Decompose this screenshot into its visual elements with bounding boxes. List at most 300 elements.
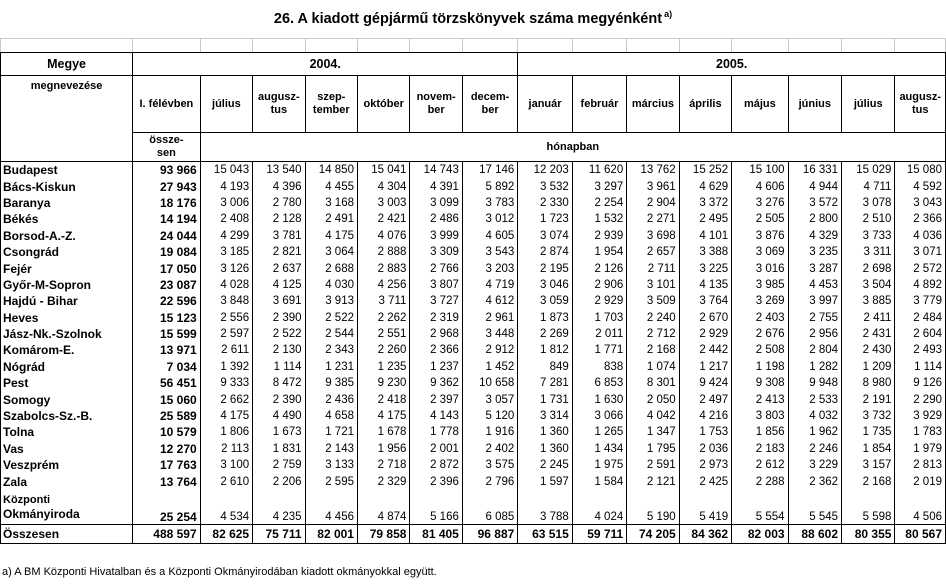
row-name: Budapest [1, 162, 133, 179]
table-row [1, 441, 946, 457]
table-cell: 4 711 [842, 178, 895, 194]
table-cell: 4 329 [788, 228, 841, 244]
row-total: 15 123 [133, 310, 201, 326]
table-cell: 15 080 [895, 162, 946, 179]
header-first-half [133, 76, 201, 133]
table-cell: 75 711 [253, 524, 305, 543]
row-name: Zala [1, 473, 133, 489]
table-cell: 2 168 [842, 473, 895, 489]
table-cell: 9 333 [200, 375, 252, 391]
table-cell: 2 657 [627, 244, 679, 260]
table-cell: 2 929 [679, 326, 731, 342]
table-cell: 4 490 [253, 408, 305, 424]
table-cell: 2 591 [627, 457, 679, 473]
table-cell: 5 120 [462, 408, 517, 424]
header-month-text: július [853, 97, 883, 110]
table-cell: 4 299 [200, 228, 252, 244]
table-cell: 1 735 [842, 424, 895, 440]
table-cell: 838 [572, 359, 626, 375]
table-cell: 1 956 [357, 441, 409, 457]
header-osszesen-text: össze- sen [149, 134, 184, 159]
table-cell: 2 262 [357, 310, 409, 326]
header-month [627, 76, 679, 133]
table-cell: 4 534 [200, 490, 252, 525]
table-cell: 2 491 [305, 211, 357, 227]
table-cell: 2 968 [410, 326, 462, 342]
table-cell: 3 309 [410, 244, 462, 260]
table-cell: 3 269 [732, 293, 788, 309]
table-cell: 2 390 [253, 391, 305, 407]
table-cell: 3 100 [200, 457, 252, 473]
table-cell: 5 166 [410, 490, 462, 525]
table-cell: 2 329 [357, 473, 409, 489]
table-row [1, 490, 946, 525]
row-total: 22 596 [133, 293, 201, 309]
header-month-text: május [743, 97, 776, 110]
table-cell: 1 916 [462, 424, 517, 440]
row-total: 19 084 [133, 244, 201, 260]
table-cell: 3 101 [627, 277, 679, 293]
table-cell: 4 175 [305, 228, 357, 244]
table-cell: 3 727 [410, 293, 462, 309]
table-cell: 3 059 [518, 293, 572, 309]
table-cell: 4 506 [895, 490, 946, 525]
header-month-text: augusz- tus [258, 91, 300, 116]
table-cell: 3 225 [679, 260, 731, 276]
table-cell: 3 064 [305, 244, 357, 260]
table-cell: 74 205 [627, 524, 679, 543]
footnote: a) A BM Központi Hivatalban és a Központi Okmányirodában kiadott okmányokkal együtt. [2, 566, 437, 578]
table-cell: 2 912 [462, 342, 517, 358]
table-cell: 4 028 [200, 277, 252, 293]
header-month [572, 76, 626, 133]
table-cell: 3 006 [200, 195, 252, 211]
table-row [1, 228, 946, 244]
table-cell: 3 287 [788, 260, 841, 276]
table-cell: 2 939 [572, 228, 626, 244]
table-cell: 2 759 [253, 457, 305, 473]
table-cell: 3 069 [732, 244, 788, 260]
table-cell: 2 906 [572, 277, 626, 293]
table-cell: 59 711 [572, 524, 626, 543]
table-cell: 8 472 [253, 375, 305, 391]
table-cell: 2 436 [305, 391, 357, 407]
table-cell: 1 392 [200, 359, 252, 375]
table-row [1, 424, 946, 440]
table-cell: 2 711 [627, 260, 679, 276]
table-row [1, 342, 946, 358]
row-total: 17 763 [133, 457, 201, 473]
table-cell: 2 796 [462, 473, 517, 489]
table-cell: 4 629 [679, 178, 731, 194]
header-month [518, 76, 572, 133]
table-cell: 4 135 [679, 277, 731, 293]
table-cell: 3 779 [895, 293, 946, 309]
table-cell: 2 442 [679, 342, 731, 358]
table-cell: 2 362 [788, 473, 841, 489]
row-name: Bács-Kiskun [1, 178, 133, 194]
table-cell: 88 602 [788, 524, 841, 543]
table-cell: 2 245 [518, 457, 572, 473]
table-cell: 4 874 [357, 490, 409, 525]
table-cell: 2 366 [410, 342, 462, 358]
table-cell: 3 504 [842, 277, 895, 293]
table-cell: 3 314 [518, 408, 572, 424]
table-cell: 3 071 [895, 244, 946, 260]
row-total: 14 194 [133, 211, 201, 227]
table-cell: 3 229 [788, 457, 841, 473]
table-cell: 3 311 [842, 244, 895, 260]
table-cell: 3 235 [788, 244, 841, 260]
header-year-2005: 2005. [518, 53, 946, 76]
table-cell: 1 831 [253, 441, 305, 457]
header-month [679, 76, 731, 133]
table-cell: 2 191 [842, 391, 895, 407]
header-month-text: január [528, 97, 562, 110]
table-cell: 17 146 [462, 162, 517, 179]
table-cell: 4 605 [462, 228, 517, 244]
table-row [1, 326, 946, 342]
table-cell: 2 011 [572, 326, 626, 342]
table-cell: 2 755 [788, 310, 841, 326]
table-cell: 2 510 [842, 211, 895, 227]
table-cell: 3 543 [462, 244, 517, 260]
row-total: 24 044 [133, 228, 201, 244]
table-cell: 1 452 [462, 359, 517, 375]
table-cell: 4 076 [357, 228, 409, 244]
table-cell: 2 572 [895, 260, 946, 276]
table-cell: 1 854 [842, 441, 895, 457]
table-cell: 1 731 [518, 391, 572, 407]
table-cell: 4 391 [410, 178, 462, 194]
table-cell: 3 185 [200, 244, 252, 260]
table-cell: 8 980 [842, 375, 895, 391]
table-cell: 4 175 [357, 408, 409, 424]
row-total: 12 270 [133, 441, 201, 457]
table-cell: 2 425 [679, 473, 731, 489]
table-cell: 2 929 [572, 293, 626, 309]
table-cell: 5 554 [732, 490, 788, 525]
table-cell: 1 237 [410, 359, 462, 375]
table-cell: 1 783 [895, 424, 946, 440]
row-total: 15 599 [133, 326, 201, 342]
table-cell: 1 723 [518, 211, 572, 227]
table-cell: 2 688 [305, 260, 357, 276]
row-name: Jász-Nk.-Szolnok [1, 326, 133, 342]
table-cell: 2 421 [357, 211, 409, 227]
table-row [1, 375, 946, 391]
table-cell: 2 821 [253, 244, 305, 260]
table-cell: 4 235 [253, 490, 305, 525]
table-cell: 2 505 [732, 211, 788, 227]
table-cell: 4 455 [305, 178, 357, 194]
table-cell: 3 997 [788, 293, 841, 309]
table-cell: 3 057 [462, 391, 517, 407]
header-month [357, 76, 409, 133]
header-year-2004: 2004. [133, 53, 518, 76]
header-month-text: július [212, 97, 241, 110]
table-cell: 3 788 [518, 490, 572, 525]
table-cell: 2 168 [627, 342, 679, 358]
table-cell: 15 041 [357, 162, 409, 179]
table-cell: 9 308 [732, 375, 788, 391]
table-cell: 1 954 [572, 244, 626, 260]
header-megnevezese: megnevezése [1, 76, 133, 162]
table-cell: 9 385 [305, 375, 357, 391]
table-cell: 1 114 [895, 359, 946, 375]
table-cell: 4 719 [462, 277, 517, 293]
table-cell: 2 130 [253, 342, 305, 358]
table-cell: 1 217 [679, 359, 731, 375]
table-cell: 4 612 [462, 293, 517, 309]
table-cell: 16 331 [788, 162, 841, 179]
table-cell: 2 597 [200, 326, 252, 342]
header-month [842, 76, 895, 133]
table-cell: 2 637 [253, 260, 305, 276]
table-cell: 80 355 [842, 524, 895, 543]
table-cell: 2 522 [305, 310, 357, 326]
table-cell: 2 698 [842, 260, 895, 276]
row-name: Fejér [1, 260, 133, 276]
table-cell: 3 003 [357, 195, 409, 211]
row-total: 23 087 [133, 277, 201, 293]
table-cell: 4 216 [679, 408, 731, 424]
table-cell: 2 019 [895, 473, 946, 489]
table-cell: 2 604 [895, 326, 946, 342]
table-cell: 1 360 [518, 424, 572, 440]
table-cell: 3 276 [732, 195, 788, 211]
data-table [0, 38, 946, 544]
table-cell: 15 029 [842, 162, 895, 179]
header-month-text: április [689, 97, 722, 110]
table-cell: 6 853 [572, 375, 626, 391]
table-row [1, 408, 946, 424]
table-cell: 1 434 [572, 441, 626, 457]
table-cell: 1 630 [572, 391, 626, 407]
table-cell: 4 892 [895, 277, 946, 293]
table-cell: 80 567 [895, 524, 946, 543]
table-cell: 2 143 [305, 441, 357, 457]
table-cell: 3 803 [732, 408, 788, 424]
table-cell: 8 301 [627, 375, 679, 391]
table-cell: 2 288 [732, 473, 788, 489]
header-month-text: novem- ber [416, 91, 456, 116]
table-cell: 3 848 [200, 293, 252, 309]
header-osszesen [133, 133, 201, 162]
title-footnote-mark: a) [664, 9, 673, 19]
table-cell: 2 676 [732, 326, 788, 342]
table-cell: 82 001 [305, 524, 357, 543]
table-cell: 1 114 [253, 359, 305, 375]
table-cell: 4 125 [253, 277, 305, 293]
table-cell: 1 979 [895, 441, 946, 457]
table-cell: 2 254 [572, 195, 626, 211]
table-cell: 1 074 [627, 359, 679, 375]
row-total: 27 943 [133, 178, 201, 194]
table-cell: 3 297 [572, 178, 626, 194]
row-name [1, 490, 133, 525]
row-total: 25 254 [133, 490, 201, 525]
table-cell: 3 074 [518, 228, 572, 244]
table-cell: 2 486 [410, 211, 462, 227]
table-cell: 2 874 [518, 244, 572, 260]
table-cell: 2 128 [253, 211, 305, 227]
header-month-text: október [363, 97, 404, 110]
table-cell: 4 658 [305, 408, 357, 424]
table-cell: 2 366 [895, 211, 946, 227]
table-cell: 2 430 [842, 342, 895, 358]
table-cell: 84 362 [679, 524, 731, 543]
row-name: Békés [1, 211, 133, 227]
header-first-half-text: I. félévben [139, 97, 194, 110]
table-cell: 1 198 [732, 359, 788, 375]
table-cell: 11 620 [572, 162, 626, 179]
table-cell: 2 390 [253, 310, 305, 326]
table-cell: 3 783 [462, 195, 517, 211]
row-name: Összesen [1, 524, 133, 543]
table-cell: 3 807 [410, 277, 462, 293]
table-cell: 1 806 [200, 424, 252, 440]
table-cell: 3 781 [253, 228, 305, 244]
table-cell: 7 281 [518, 375, 572, 391]
row-name: Szabolcs-Sz.-B. [1, 408, 133, 424]
table-cell: 3 913 [305, 293, 357, 309]
table-cell: 1 360 [518, 441, 572, 457]
table-cell: 1 282 [788, 359, 841, 375]
table-cell: 3 961 [627, 178, 679, 194]
table-cell: 13 762 [627, 162, 679, 179]
table-cell: 13 540 [253, 162, 305, 179]
table-row [1, 178, 946, 194]
table-cell: 1 962 [788, 424, 841, 440]
table-cell: 5 598 [842, 490, 895, 525]
row-total: 13 764 [133, 473, 201, 489]
row-total: 56 451 [133, 375, 201, 391]
table-cell: 2 544 [305, 326, 357, 342]
row-name: Vas [1, 441, 133, 457]
table-cell: 2 418 [357, 391, 409, 407]
table-row [1, 260, 946, 276]
table-cell: 3 764 [679, 293, 731, 309]
table-cell: 2 804 [788, 342, 841, 358]
table-cell: 2 397 [410, 391, 462, 407]
table-cell: 9 948 [788, 375, 841, 391]
table-cell: 2 904 [627, 195, 679, 211]
table-cell: 3 691 [253, 293, 305, 309]
table-cell: 3 157 [842, 457, 895, 473]
row-total: 18 176 [133, 195, 201, 211]
table-cell: 2 493 [895, 342, 946, 358]
table-cell: 4 143 [410, 408, 462, 424]
table-row [1, 244, 946, 260]
table-cell: 2 497 [679, 391, 731, 407]
table-cell: 2 036 [679, 441, 731, 457]
table-cell: 2 403 [732, 310, 788, 326]
table-cell: 2 662 [200, 391, 252, 407]
table-row [1, 293, 946, 309]
table-cell: 2 872 [410, 457, 462, 473]
row-total: 93 966 [133, 162, 201, 179]
table-cell: 2 800 [788, 211, 841, 227]
table-cell: 2 113 [200, 441, 252, 457]
header-month [253, 76, 305, 133]
row-name: Baranya [1, 195, 133, 211]
table-cell: 1 975 [572, 457, 626, 473]
table-cell: 2 883 [357, 260, 409, 276]
table-cell: 4 101 [679, 228, 731, 244]
table-cell: 4 175 [200, 408, 252, 424]
table-cell: 9 230 [357, 375, 409, 391]
table-cell: 2 780 [253, 195, 305, 211]
table-cell: 1 584 [572, 473, 626, 489]
table-cell: 6 085 [462, 490, 517, 525]
table-cell: 4 304 [357, 178, 409, 194]
table-cell: 14 743 [410, 162, 462, 179]
table-cell: 2 246 [788, 441, 841, 457]
header-month-text: decem- ber [470, 91, 510, 116]
table-cell: 2 121 [627, 473, 679, 489]
row-total: 7 034 [133, 359, 201, 375]
table-cell: 3 876 [732, 228, 788, 244]
table-row [1, 457, 946, 473]
table-cell: 5 545 [788, 490, 841, 525]
table-cell: 4 396 [253, 178, 305, 194]
row-name: Borsod-A.-Z. [1, 228, 133, 244]
header-month-text: február [580, 97, 619, 110]
table-cell: 3 509 [627, 293, 679, 309]
row-name: Komárom-E. [1, 342, 133, 358]
table-cell: 5 419 [679, 490, 731, 525]
header-month [200, 76, 252, 133]
table-cell: 3 133 [305, 457, 357, 473]
table-cell: 1 753 [679, 424, 731, 440]
table-cell: 1 673 [253, 424, 305, 440]
title-text: 26. A kiadott gépjármű törzskönyvek száma megyénként [273, 11, 663, 27]
header-month-text: június [798, 97, 831, 110]
table-cell: 1 856 [732, 424, 788, 440]
table-cell: 2 612 [732, 457, 788, 473]
table-cell: 15 043 [200, 162, 252, 179]
table-cell: 849 [518, 359, 572, 375]
row-name: Tolna [1, 424, 133, 440]
header-month [305, 76, 357, 133]
table-cell: 3 711 [357, 293, 409, 309]
table-cell: 1 231 [305, 359, 357, 375]
header-month-text: szep- tember [312, 91, 350, 116]
table-row [1, 195, 946, 211]
table-cell: 2 206 [253, 473, 305, 489]
table-cell: 3 043 [895, 195, 946, 211]
table-cell: 1 265 [572, 424, 626, 440]
table-cell: 4 944 [788, 178, 841, 194]
table-cell: 2 330 [518, 195, 572, 211]
table-cell: 4 024 [572, 490, 626, 525]
table-cell: 2 343 [305, 342, 357, 358]
row-total: 15 060 [133, 391, 201, 407]
table-cell: 3 016 [732, 260, 788, 276]
table-cell: 2 610 [200, 473, 252, 489]
table-cell: 2 522 [253, 326, 305, 342]
table-row [1, 391, 946, 407]
table-cell: 1 873 [518, 310, 572, 326]
table-cell: 3 733 [842, 228, 895, 244]
table-cell: 2 595 [305, 473, 357, 489]
table-cell: 2 670 [679, 310, 731, 326]
table-cell: 1 597 [518, 473, 572, 489]
row-name: Csongrád [1, 244, 133, 260]
table-cell: 3 012 [462, 211, 517, 227]
table-cell: 1 778 [410, 424, 462, 440]
